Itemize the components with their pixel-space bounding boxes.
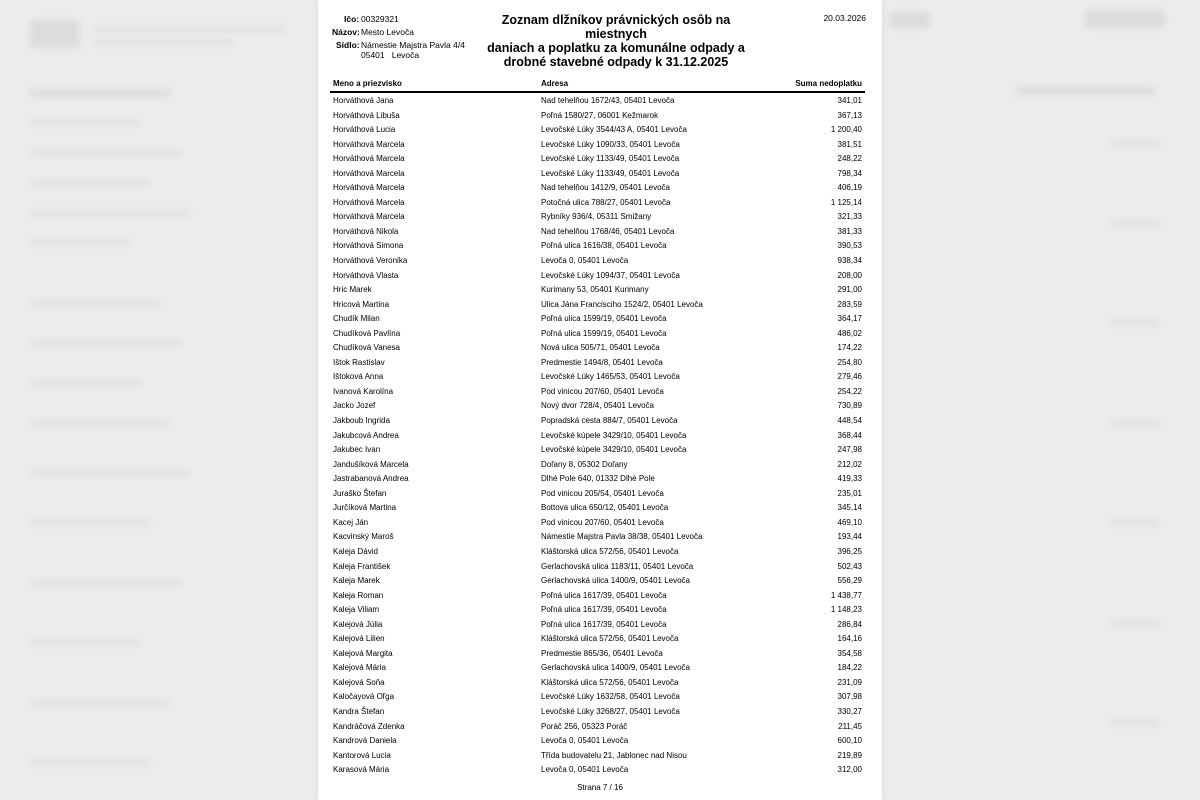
- debtor-name: Kalejová Soňa: [333, 677, 385, 687]
- debtor-amount: 208,00: [837, 270, 862, 280]
- debtor-address: Levočské Lúky 3268/27, 05401 Levoča: [541, 706, 680, 716]
- ico-value: 00329321: [361, 14, 399, 24]
- debtor-amount: 448,54: [837, 416, 862, 426]
- debtor-address: Nad tehelňou 1768/46, 05401 Levoča: [541, 226, 675, 236]
- table-row: [318, 152, 882, 167]
- table-row: [318, 283, 882, 298]
- debtor-name: Jastrabanová Andrea: [333, 474, 409, 484]
- debtor-address: Nový dvor 728/4, 05401 Levoča: [541, 401, 654, 411]
- table-row: [318, 487, 882, 502]
- table-row: [318, 429, 882, 444]
- table-row: [318, 123, 882, 138]
- table-row: [318, 618, 882, 633]
- debtor-name: Ivanová Karolína: [333, 386, 394, 396]
- debtor-address: Gerlachovská ulica 1400/9, 05401 Levoča: [541, 576, 690, 586]
- debtor-name: Kantorová Lucia: [333, 750, 391, 760]
- ico-label: Ičo:: [344, 14, 360, 24]
- debtor-address: Levočské kúpele 3429/10, 05401 Levoča: [541, 430, 687, 440]
- debtor-amount: 330,27: [837, 706, 862, 716]
- debtor-amount: 469,10: [837, 517, 862, 527]
- debtor-amount: 248,22: [837, 154, 862, 164]
- debtor-amount: 321,33: [837, 212, 862, 222]
- background-line: [95, 26, 285, 32]
- table-row: [318, 734, 882, 749]
- debtor-address: Kláštorská ulica 572/56, 05401 Levoča: [541, 546, 679, 556]
- debtor-address: Levočské Lúky 1090/33, 05401 Levoča: [541, 139, 680, 149]
- column-header-address: Adresa: [541, 79, 569, 88]
- debtor-name: Kaleja Marek: [333, 576, 380, 586]
- debtor-name: Juraško Štefan: [333, 488, 387, 498]
- debtor-address: Poľná ulica 1617/39, 05401 Levoča: [541, 605, 667, 615]
- table-row: [318, 472, 882, 487]
- table-row: [318, 210, 882, 225]
- debtor-amount: 247,98: [837, 445, 862, 455]
- debtor-amount: 1 200,40: [830, 125, 862, 135]
- background-line: [30, 380, 140, 386]
- table-row: [318, 501, 882, 516]
- table-row: [318, 385, 882, 400]
- debtor-amount: 406,19: [837, 183, 862, 193]
- debtor-address: Dlhé Pole 640, 01332 Dlhé Pole: [541, 474, 655, 484]
- background-line: [30, 520, 150, 526]
- debtor-address: Ulica Jána Francisciho 1524/2, 05401 Levoča: [541, 299, 703, 309]
- debtor-name: Kalejová Lilien: [333, 634, 385, 644]
- table-row: [318, 720, 882, 735]
- debtor-address: Predmestie 865/36, 05401 Levoča: [541, 648, 663, 658]
- debtor-name: Kalejová Mária: [333, 663, 386, 673]
- table-row: [318, 341, 882, 356]
- table-row: [318, 632, 882, 647]
- debtor-address: Kláštorská ulica 572/56, 05401 Levoča: [541, 634, 679, 644]
- background-line: [30, 300, 160, 306]
- debtor-amount: 730,89: [837, 401, 862, 411]
- debtor-amount: 231,09: [837, 677, 862, 687]
- table-row: [318, 312, 882, 327]
- debtor-name: Horváthová Vlasta: [333, 270, 399, 280]
- table-row: [318, 298, 882, 313]
- debtor-name: Horváthová Veronika: [333, 256, 408, 266]
- debtor-amount: 341,01: [837, 96, 862, 105]
- debtor-name: Horváthová Marcela: [333, 139, 405, 149]
- debtor-amount: 174,22: [837, 343, 862, 353]
- debtor-address: Predmestie 1494/8, 05401 Levoča: [541, 357, 663, 367]
- table-row: [318, 239, 882, 254]
- table-row: [318, 458, 882, 473]
- debtor-amount: 354,58: [837, 648, 862, 658]
- debtor-name: Ištoková Anna: [333, 372, 384, 382]
- table-row: [318, 749, 882, 764]
- table-row: [318, 530, 882, 545]
- debtor-amount: 390,53: [837, 241, 862, 251]
- debtor-name: Kandráčová Zdenka: [333, 721, 405, 731]
- page-number: Strana 7 / 16: [577, 783, 623, 792]
- debtor-address: Poľná ulica 1616/38, 05401 Levoča: [541, 241, 667, 251]
- debtor-name: Horváthová Marcela: [333, 212, 405, 222]
- debtor-address: Levočské kúpele 3429/10, 05401 Levoča: [541, 445, 687, 455]
- background-line: [1110, 520, 1160, 526]
- debtor-amount: 502,43: [837, 561, 862, 571]
- background-line: [30, 340, 180, 346]
- debtor-amount: 556,29: [837, 576, 862, 586]
- debtor-address: Poľná ulica 1599/19, 05401 Levoča: [541, 328, 667, 338]
- table-row: [318, 763, 882, 778]
- debtor-name: Jakubcová Andrea: [333, 430, 399, 440]
- debtor-amount: 211,45: [838, 721, 862, 731]
- debtor-name: Chudík Milan: [333, 314, 380, 324]
- background-line: [1110, 140, 1160, 146]
- background-line: [1110, 320, 1160, 326]
- background-line: [30, 210, 190, 216]
- title-line-1: Zoznam dlžníkov právnických osôb na miestnych: [501, 13, 731, 41]
- table-row: [318, 661, 882, 676]
- table-row: [318, 109, 882, 124]
- debtor-amount: 164,16: [837, 634, 862, 644]
- table-row: [318, 516, 882, 531]
- debtor-address: Levočské Lúky 1632/58, 05401 Levoča: [541, 692, 680, 702]
- background-line: [1015, 86, 1155, 96]
- debtor-amount: 367,13: [837, 110, 862, 120]
- document-title: [476, 13, 756, 69]
- debtor-amount: 279,46: [837, 372, 862, 382]
- debtor-address: Poľná ulica 1617/39, 05401 Levoča: [541, 619, 667, 629]
- debtor-amount: 1 438,77: [830, 590, 862, 600]
- debtor-address: Levočské Lúky 1133/49, 05401 Levoča: [541, 154, 680, 164]
- debtor-amount: 283,59: [837, 299, 862, 309]
- debtor-address: Rybníky 936/4, 05311 Smižany: [541, 212, 652, 222]
- debtor-name: Horváthová Nikola: [333, 226, 399, 236]
- background-line: [30, 180, 150, 186]
- debtor-name: Kaločayová Oľga: [333, 692, 395, 702]
- debtor-amount: 381,51: [837, 139, 862, 149]
- table-row: [318, 327, 882, 342]
- debtor-address: Levoča 0, 05401 Levoča: [541, 256, 629, 266]
- debtor-address: Pod vinicou 205/54, 05401 Levoča: [541, 488, 664, 498]
- background-line: [30, 580, 180, 586]
- background-line: [30, 150, 180, 156]
- table-row: [318, 560, 882, 575]
- table-row: [318, 414, 882, 429]
- debtor-name: Karasová Mária: [333, 765, 390, 775]
- debtor-name: Kaleja Dávid: [333, 546, 378, 556]
- debtor-address: Levočské Lúky 1465/53, 05401 Levoča: [541, 372, 680, 382]
- debtor-address: Poľná 1580/27, 06001 Kežmarok: [541, 110, 659, 120]
- nazov-value: Mesto Levoča: [361, 27, 414, 37]
- debtor-amount: 193,44: [837, 532, 862, 542]
- debtor-address: Doľany 8, 05302 Doľany: [541, 459, 628, 469]
- background-line: [30, 470, 190, 476]
- debtor-name: Jakubec Ivan: [333, 445, 381, 455]
- debtor-name: Kacej Ján: [333, 517, 369, 527]
- debtor-name: Jakboub Ingrida: [333, 416, 390, 426]
- table-row: [318, 138, 882, 153]
- background-line: [30, 700, 170, 706]
- debtor-amount: 364,17: [837, 314, 862, 324]
- background-button: [890, 12, 930, 28]
- table-row: [318, 94, 882, 109]
- debtor-address: Pod vinicou 207/60, 05401 Levoča: [541, 386, 664, 396]
- debtor-address: Poľná ulica 1599/19, 05401 Levoča: [541, 314, 667, 324]
- debtor-amount: 312,00: [837, 765, 862, 775]
- debtor-name: Chudíková Pavlína: [333, 328, 401, 338]
- table-row: [318, 399, 882, 414]
- debtor-amount: 1 148,23: [830, 605, 862, 615]
- debtor-name: Jurčíková Martina: [333, 503, 397, 513]
- background-logo: [30, 20, 80, 48]
- background-line: [1110, 620, 1160, 626]
- table-row: [318, 181, 882, 196]
- debtor-address: Levočské Lúky 1094/37, 05401 Levoča: [541, 270, 680, 280]
- debtor-amount: 254,80: [837, 357, 862, 367]
- debtor-address: Třída budovatelu 21, Jablonec nad Nisou: [541, 750, 687, 760]
- debtor-name: Ištok Rastislav: [333, 357, 385, 367]
- debtor-address: Nad tehelňou 1672/43, 05401 Levoča: [541, 96, 675, 105]
- debtor-amount: 600,10: [837, 736, 862, 746]
- debtor-amount: 184,22: [837, 663, 862, 673]
- debtor-name: Kalejová Júlia: [333, 619, 383, 629]
- debtor-name: Kandrová Daniela: [333, 736, 397, 746]
- table-row: [318, 356, 882, 371]
- debtor-address: Levočské Lúky 3544/43 A, 05401 Levoča: [541, 125, 687, 135]
- debtor-table: [318, 94, 882, 778]
- background-line: [1110, 420, 1160, 426]
- background-line: [30, 420, 170, 426]
- debtor-name: Horváthová Marcela: [333, 183, 405, 193]
- debtor-address: Kláštorská ulica 572/56, 05401 Levoča: [541, 677, 679, 687]
- sidlo-line2: 05401 Levoča: [361, 50, 420, 60]
- debtor-address: Nová ulica 505/71, 05401 Levoča: [541, 343, 660, 353]
- debtor-name: Horváthová Marcela: [333, 197, 405, 207]
- debtor-name: Chudíková Vanesa: [333, 343, 401, 353]
- table-row: [318, 603, 882, 618]
- background-line: [1110, 220, 1160, 226]
- debtor-name: Kacvinský Maroš: [333, 532, 394, 542]
- debtor-amount: 396,25: [837, 546, 862, 556]
- background-line: [95, 40, 235, 46]
- table-row: [318, 705, 882, 720]
- header-rule: [330, 91, 865, 93]
- debtor-name: Horváthová Simona: [333, 241, 404, 251]
- debtor-amount: 345,14: [837, 503, 862, 513]
- debtor-name: Jandušíková Marcela: [333, 459, 409, 469]
- debtor-address: Pod vinicou 207/60, 05401 Levoča: [541, 517, 664, 527]
- debtor-amount: 307,98: [837, 692, 862, 702]
- sidlo-label: Sídlo:: [336, 40, 360, 50]
- debtor-address: Gerlachovská ulica 1183/11, 05401 Levoča: [541, 561, 694, 571]
- table-row: [318, 676, 882, 691]
- debtor-address: Kurimany 53, 05401 Kurimany: [541, 285, 649, 295]
- debtor-name: Kaleja Viliam: [333, 605, 380, 615]
- debtor-name: Horváthová Marcela: [333, 168, 405, 178]
- table-row: [318, 254, 882, 269]
- debtor-name: Kaleja František: [333, 561, 391, 571]
- background-line: [30, 88, 170, 98]
- table-row: [318, 167, 882, 182]
- debtor-name: Horváthová Libuša: [333, 110, 400, 120]
- table-row: [318, 647, 882, 662]
- debtor-amount: 1 125,14: [830, 197, 862, 207]
- debtor-amount: 486,02: [837, 328, 862, 338]
- table-row: [318, 574, 882, 589]
- document-date: 20.03.2026: [823, 13, 866, 23]
- table-row: [318, 545, 882, 560]
- debtor-name: Horváthová Jana: [333, 96, 394, 105]
- debtor-amount: 212,02: [837, 459, 862, 469]
- debtor-address: Nad tehelňou 1412/9, 05401 Levoča: [541, 183, 670, 193]
- debtor-amount: 798,34: [837, 168, 862, 178]
- background-line: [30, 240, 130, 246]
- table-row: [318, 370, 882, 385]
- table-row: [318, 269, 882, 284]
- column-header-name: Meno a priezvisko: [333, 79, 402, 88]
- title-line-3: drobné stavebné odpady k 31.12.2025: [503, 55, 729, 69]
- background-line: [30, 120, 140, 126]
- debtor-amount: 368,44: [837, 430, 862, 440]
- background-line: [1110, 720, 1160, 726]
- debtor-name: Horváthová Marcela: [333, 154, 405, 164]
- debtor-amount: 419,33: [837, 474, 862, 484]
- debtor-address: Gerlachovská ulica 1400/9, 05401 Levoča: [541, 663, 690, 673]
- background-button: [1085, 10, 1165, 28]
- debtor-name: Jacko Jozef: [333, 401, 376, 411]
- table-row: [318, 196, 882, 211]
- debtor-address: Poráč 256, 05323 Poráč: [541, 721, 628, 731]
- background-line: [30, 640, 140, 646]
- debtor-name: Kaleja Roman: [333, 590, 384, 600]
- debtor-name: Kandra Štefan: [333, 706, 385, 716]
- debtor-address: Levoča 0, 05401 Levoča: [541, 765, 629, 775]
- debtor-name: Hric Marek: [333, 285, 372, 295]
- debtor-address: Popradská cesta 884/7, 05401 Levoča: [541, 416, 678, 426]
- debtor-amount: 286,84: [837, 619, 862, 629]
- table-row: [318, 589, 882, 604]
- debtor-amount: 291,00: [837, 285, 862, 295]
- table-row: [318, 225, 882, 240]
- sidlo-line1: Námestie Majstra Pavla 4/4: [361, 40, 465, 50]
- debtor-address: Levočské Lúky 1133/49, 05401 Levoča: [541, 168, 680, 178]
- debtor-amount: 938,34: [837, 256, 862, 266]
- document-page: [318, 0, 882, 800]
- debtor-address: Bottova ulica 650/12, 05401 Levoča: [541, 503, 669, 513]
- background-line: [30, 760, 150, 766]
- table-row: [318, 690, 882, 705]
- table-row: [318, 443, 882, 458]
- debtor-amount: 254,22: [837, 386, 862, 396]
- debtor-amount: 381,33: [837, 226, 862, 236]
- title-line-2: daniach a poplatku za komunálne odpady a: [487, 41, 745, 55]
- debtor-address: Potočná ulica 788/27, 05401 Levoča: [541, 197, 671, 207]
- debtor-name: Kalejová Margita: [333, 648, 393, 658]
- debtor-name: Hricová Martina: [333, 299, 390, 309]
- column-header-amount: Suma nedoplatku: [795, 79, 862, 88]
- debtor-name: Horváthová Lucia: [333, 125, 396, 135]
- nazov-label: Názov:: [332, 27, 360, 37]
- debtor-address: Poľná ulica 1617/39, 05401 Levoča: [541, 590, 667, 600]
- debtor-address: Levoča 0, 05401 Levoča: [541, 736, 629, 746]
- debtor-amount: 219,89: [837, 750, 862, 760]
- debtor-amount: 235,01: [837, 488, 862, 498]
- debtor-address: Námestie Majstra Pavla 38/38, 05401 Levoča: [541, 532, 703, 542]
